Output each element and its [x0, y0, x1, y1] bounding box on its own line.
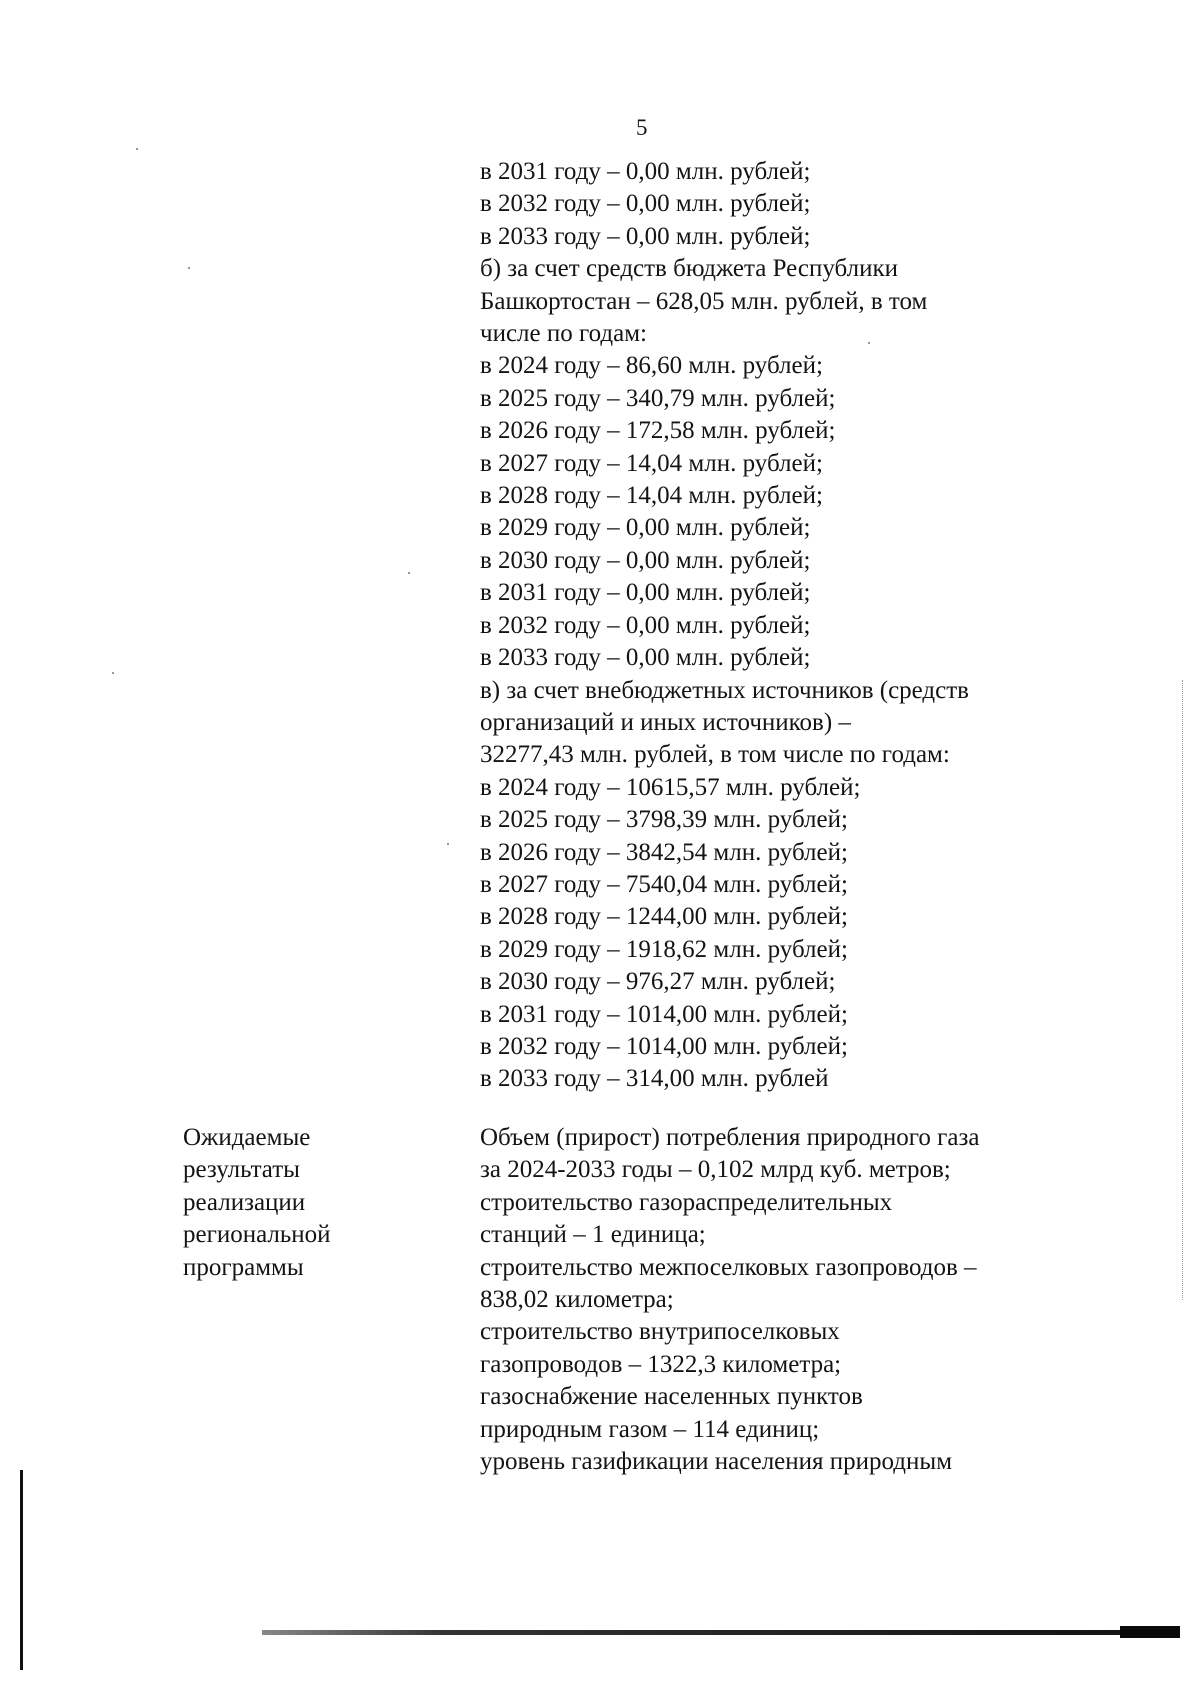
results-line: газопроводов – 1322,3 километра; — [480, 1350, 842, 1378]
results-label-line: результаты — [183, 1156, 300, 1184]
funding-line: в 2028 году – 14,04 млн. рублей; — [480, 482, 823, 510]
expected-results — [480, 1122, 1120, 1478]
results-line: природным газом – 114 единиц; — [480, 1415, 820, 1443]
funding-breakdown — [480, 156, 1120, 1096]
funding-line: в 2024 году – 86,60 млн. рублей; — [480, 352, 823, 380]
funding-line: в 2027 году – 14,04 млн. рублей; — [480, 449, 823, 477]
funding-line: в 2030 году – 0,00 млн. рублей; — [480, 546, 811, 574]
funding-line: в 2029 году – 1918,62 млн. рублей; — [480, 935, 848, 963]
scan-edge-right — [1182, 680, 1184, 1300]
funding-line: в 2031 году – 1014,00 млн. рублей; — [480, 1000, 848, 1028]
funding-line: Башкортостан – 628,05 млн. рублей, в том — [480, 287, 928, 315]
funding-line: в 2030 году – 976,27 млн. рублей; — [480, 968, 836, 996]
funding-line: в 2031 году – 0,00 млн. рублей; — [480, 158, 811, 185]
funding-line: в 2033 году – 0,00 млн. рублей; — [480, 222, 811, 250]
funding-line: в 2032 году – 0,00 млн. рублей; — [480, 611, 811, 639]
scan-speck — [112, 672, 114, 674]
scan-edge-bottom — [262, 1630, 1180, 1635]
results-line: за 2024-2033 годы – 0,102 млрд куб. метров; — [480, 1156, 951, 1184]
funding-line: в 2027 году – 7540,04 млн. рублей; — [480, 870, 848, 898]
funding-line: организаций и иных источников) – — [480, 708, 851, 736]
results-line: Объем (прирост) потребления природного газа — [480, 1124, 980, 1151]
results-line: газоснабжение населенных пунктов — [480, 1383, 863, 1411]
scan-speck — [868, 342, 870, 344]
scan-speck — [447, 843, 449, 845]
scan-edge-bottom-corner — [1120, 1626, 1180, 1638]
scan-speck — [188, 267, 190, 269]
results-label-line: реализации — [183, 1188, 306, 1216]
results-label — [183, 1122, 403, 1284]
funding-line: в 2033 году – 314,00 млн. рублей — [480, 1065, 829, 1093]
funding-line: в 2025 году – 3798,39 млн. рублей; — [480, 806, 848, 834]
funding-line: в 2029 году – 0,00 млн. рублей; — [480, 514, 811, 542]
scan-edge-left — [20, 1470, 23, 1670]
funding-line: в 2028 году – 1244,00 млн. рублей; — [480, 903, 848, 931]
page-number: 5 — [636, 115, 648, 140]
funding-line: в) за счет внебюджетных источников (средств — [480, 676, 969, 704]
funding-line: числе по годам: — [480, 320, 647, 348]
results-line: станций – 1 единица; — [480, 1221, 706, 1249]
scan-speck — [136, 148, 138, 150]
results-line: строительство межпоселковых газопроводов – — [480, 1253, 977, 1281]
results-label-line: программы — [183, 1253, 304, 1281]
funding-line: в 2033 году – 0,00 млн. рублей; — [480, 644, 811, 672]
funding-line: 32277,43 млн. рублей, в том числе по годам: — [480, 741, 950, 769]
results-label-line: региональной — [183, 1221, 331, 1249]
scan-speck — [408, 572, 410, 574]
funding-line: в 2024 году – 10615,57 млн. рублей; — [480, 773, 861, 801]
funding-line: в 2031 году – 0,00 млн. рублей; — [480, 579, 811, 607]
funding-line: в 2025 году – 340,79 млн. рублей; — [480, 384, 836, 412]
funding-line: в 2032 году – 1014,00 млн. рублей; — [480, 1032, 848, 1060]
funding-line: в 2026 году – 3842,54 млн. рублей; — [480, 838, 848, 866]
results-line: строительство газораспределительных — [480, 1188, 893, 1216]
results-label-line: Ожидаемые — [183, 1124, 311, 1151]
funding-line: б) за счет средств бюджета Республики — [480, 255, 898, 283]
results-line: строительство внутрипоселковых — [480, 1318, 840, 1346]
funding-line: в 2026 году – 172,58 млн. рублей; — [480, 417, 836, 445]
results-line: 838,02 километра; — [480, 1286, 674, 1314]
funding-line: в 2032 году – 0,00 млн. рублей; — [480, 190, 811, 218]
results-line: уровень газификации населения природным — [480, 1448, 953, 1476]
